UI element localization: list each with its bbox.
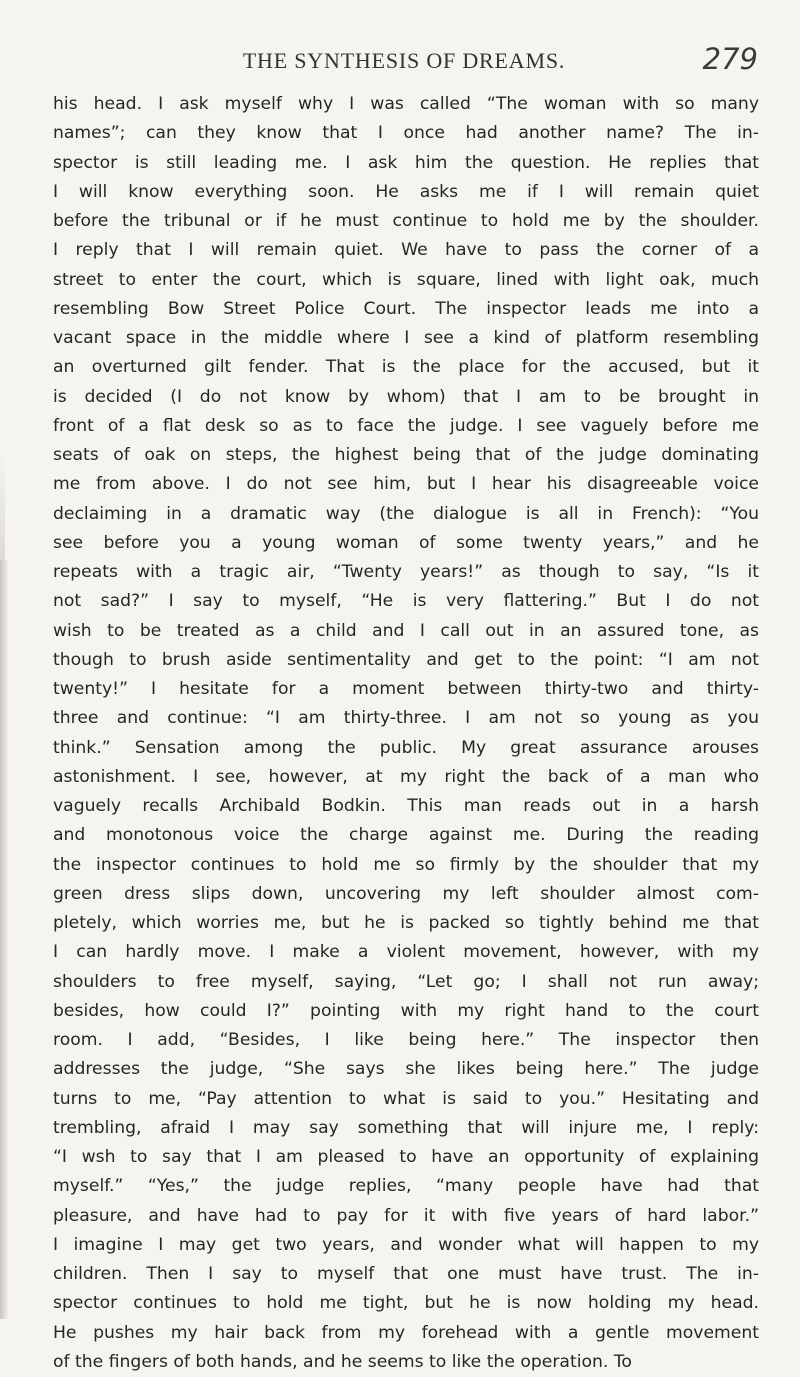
text-line: room. I add, “Besides, I like being here.” The inspector then — [53, 1030, 759, 1050]
text-line: twenty!” I hesitate for a moment between thirty-two and thirty- — [53, 679, 759, 699]
text-line: think.” Sensation among the public. My great assurance arouses — [53, 737, 759, 758]
page-gutter-shadow — [0, 560, 9, 1319]
page-number: 279 — [702, 42, 758, 76]
text-line: vacant space in the middle where I see a kind of platform resembling — [53, 328, 759, 348]
text-line: though to brush aside sentimentality and get to the point: “I am not — [53, 649, 759, 670]
text-line: He pushes my hair back from my forehead with a gentle movement — [53, 1322, 759, 1343]
text-line: green dress slips down, uncovering my left shoulder almost com- — [53, 883, 759, 904]
text-line: of the fingers of both hands, and he seems to like the operation. To — [53, 1351, 632, 1372]
text-line: myself.” “Yes,” the judge replies, “many people have had that — [53, 1176, 759, 1197]
text-line: seats of oak on steps, the highest being that of the judge dominating — [53, 445, 759, 465]
text-line: three and continue: “I am thirty-three. I am not so young as you — [53, 708, 759, 729]
text-line: not sad?” I say to myself, “He is very flattering.” But I do not — [53, 591, 759, 612]
text-line: spector continues to hold me tight, but he is now holding my head. — [53, 1293, 759, 1314]
text-line: see before you a young woman of some twenty years,” and he — [53, 532, 759, 553]
text-line: addresses the judge, “She says she likes being here.” The judge — [53, 1059, 759, 1080]
text-line: I can hardly move. I make a violent movement, however, with my — [53, 942, 759, 963]
text-line: vaguely recalls Archibald Bodkin. This man reads out in a harsh — [53, 796, 759, 816]
text-line: pletely, which worries me, but he is packed so tightly behind me that — [53, 913, 759, 933]
text-line: I imagine I may get two years, and wonder what will happen to my — [53, 1234, 759, 1255]
text-line: trembling, afraid I may say something that will injure me, I reply: — [53, 1117, 759, 1138]
page-header — [50, 40, 758, 80]
text-line: me from above. I do not see him, but I hear his disagreeable voice — [53, 474, 759, 495]
text-line: besides, how could I?” pointing with my right hand to the court — [53, 1000, 759, 1021]
text-line: resembling Bow Street Police Court. The inspector leads me into a — [53, 298, 759, 319]
text-line: repeats with a tragic air, “Twenty years!” as though to say, “Is it — [53, 562, 759, 582]
text-line: astonishment. I see, however, at my right the back of a man who — [53, 766, 759, 787]
text-line: is decided (I do not know by whom) that I am to be brought in — [53, 386, 759, 407]
text-line: pleasure, and have had to pay for it with five years of hard labor.” — [53, 1205, 759, 1226]
text-line: turns to me, “Pay attention to what is said to you.” Hesitating and — [53, 1088, 759, 1109]
text-line: his head. I ask myself why I was called “The woman with so many — [53, 94, 759, 114]
running-title: THE SYNTHESIS OF DREAMS. — [242, 48, 566, 73]
text-line: names”; can they know that I once had another name? The in- — [53, 123, 759, 144]
text-line: “I wsh to say that I am pleased to have an opportunity of explaining — [53, 1147, 759, 1167]
page-gutter-shadow-top — [0, 450, 5, 570]
text-line: declaiming in a dramatic way (the dialogue is all in French): “You — [53, 503, 759, 524]
text-line: front of a flat desk so as to face the judge. I see vaguely before me — [53, 415, 759, 436]
text-line: an overturned gilt fender. That is the place for the accused, but it — [53, 357, 759, 378]
text-line: the inspector continues to hold me so firmly by the shoulder that my — [53, 854, 759, 875]
text-line: I will know everything soon. He asks me if I will remain quiet — [53, 181, 759, 202]
text-line: street to enter the court, which is square, lined with light oak, much — [53, 269, 759, 290]
body-text — [53, 90, 759, 1377]
text-line: before the tribunal or if he must continue to hold me by the shoulder. — [53, 211, 759, 231]
text-line: I reply that I will remain quiet. We have to pass the corner of a — [53, 240, 759, 261]
text-line: shoulders to free myself, saying, “Let go; I shall not run away; — [53, 971, 759, 992]
text-line: spector is still leading me. I ask him the question. He replies that — [53, 152, 759, 173]
text-line: wish to be treated as a child and I call out in an assured tone, as — [53, 620, 759, 641]
text-line: children. Then I say to myself that one must have trust. The in- — [53, 1264, 759, 1284]
text-line: and monotonous voice the charge against me. During the reading — [53, 825, 759, 846]
